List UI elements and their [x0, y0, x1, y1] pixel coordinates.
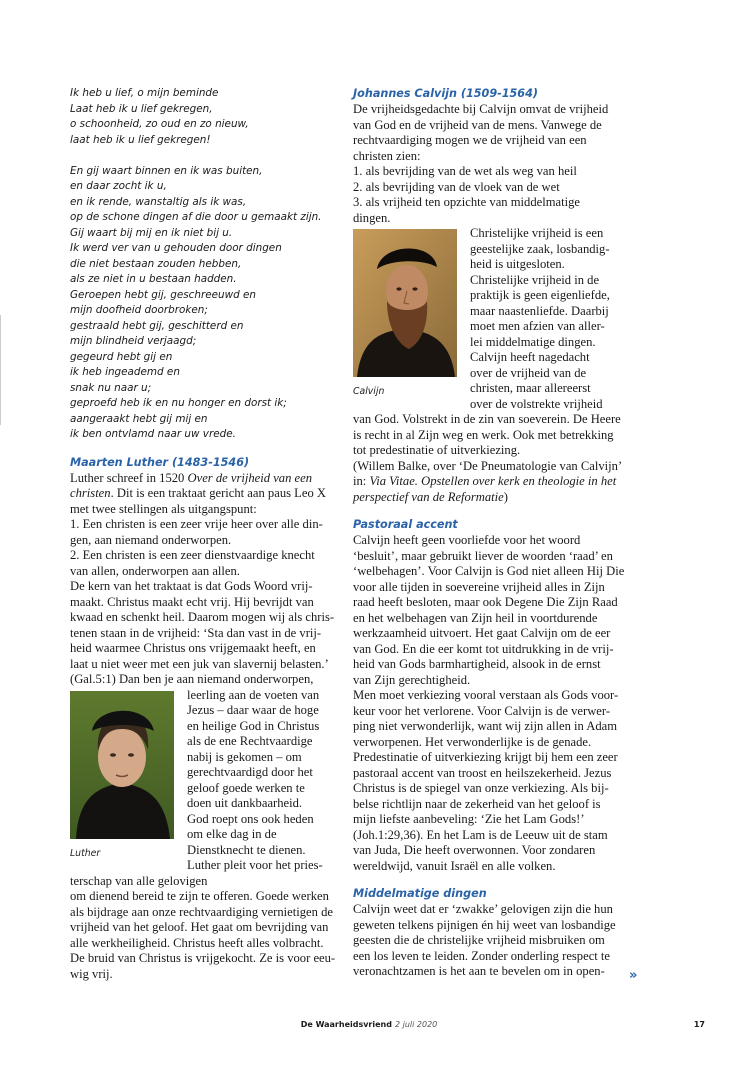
poem-line-s2-16: geproefd heb ik en nu honger en dorst ik; [70, 397, 287, 409]
calvijn-wrap-line-11: christen, maar allereerst [470, 381, 591, 395]
poem-line-s2-12: mijn blindheid verjaagd; [70, 335, 197, 347]
calvijn-source-line-2: in: Via Vitae. Opstellen over kerk en theologie in het [353, 474, 617, 488]
luther-line-8: kwaad en schenkt heil. Daarom mogen wij als chris- [70, 610, 335, 624]
luther-bottom-line-3: vrijheid van het geloof. Het gaat om bevrijding van [70, 920, 329, 934]
luther-wrap-line-1: leerling aan de voeten van [187, 687, 320, 702]
calvijn-source-line-3: perspectief van de Reformatie) [353, 489, 508, 504]
luther-line-9: tenen staan in de vrijheid: ‘Sta dan vast in de vrij- [70, 625, 322, 640]
pastoraal-line-20: (Joh.1:29,36). En het Lam is de Leeuw uit de stam [353, 827, 608, 842]
poem-line-s2-10: mijn doofheid doorbroken; [70, 304, 208, 316]
luther-wrap-line-10: om elke dag in de [187, 827, 277, 841]
pastoraal-line-13: ping niet verwonderlijk, want wij zijn allen in Adam [353, 719, 618, 733]
pastoraal-line-5: raad heeft besloten, maar ook Degene Die Zijn Raad [353, 595, 618, 609]
middelmatig-line-3: geesten die de christelijke vrijheid misbruiken om [353, 933, 605, 947]
luther-wrap-line-8: doen uit dankbaarheid. [187, 796, 303, 810]
middelmatig-line-1: Calvijn weet dat er ‘zwakke’ gelovigen zijn die hun [353, 902, 613, 916]
luther-intro-line-1: Luther schreef in 1520 Over de vrijheid van een [70, 470, 313, 485]
luther-wrap-line-7: geloof goede werken te [187, 780, 305, 795]
luther-bottom-line-4: alle werkheiligheid. Christus heeft alles volbracht. [70, 935, 324, 950]
pastoraal-line-18: belse richtlijn naar de zekerheid van het geloof is [353, 796, 601, 811]
calvijn-wrap-line-1: Christelijke vrijheid is een [470, 226, 604, 240]
calvijn-bottom-line-2: is recht in al Zijn weg en werk. Ook met betrekking [353, 427, 614, 442]
luther-article [70, 470, 336, 983]
magazine-name: De Waarheidsvriend [300, 1020, 392, 1029]
poem [70, 86, 332, 443]
calvijn-line-7: 3. als vrijheid ten opzichte van middelmatige [353, 195, 580, 209]
calvijn-wrap-line-5: praktijk is geen eigenliefde, [470, 288, 610, 302]
luther-wrap-line-12: Luther pleit voor het pries- [187, 858, 323, 872]
luther-line-7: maakt. Christus maakt echt vrij. Hij bevrijdt van [70, 594, 314, 609]
poem-line-s1-3: o schoonheid, zo oud en zo nieuw, [70, 118, 249, 130]
poem-line-s2-9: Geroepen hebt gij, geschreeuwd en [70, 288, 256, 301]
luther-wrap-line-9: God roept ons ook heden [187, 811, 314, 826]
poem-line-s2-6: Ik werd ver van u gehouden door dingen [70, 242, 282, 254]
calvijn-wrap-line-9: Calvijn heeft nagedacht [470, 350, 590, 364]
luther-heading: Maarten Luther (1483-1546) [70, 455, 250, 469]
calvijn-portrait [353, 229, 457, 377]
luther-wrap-line-4: als de ene Rechtvaardige [187, 734, 313, 748]
luther-wrap-line-3: en heilige God in Christus [187, 718, 320, 733]
pastoraal-line-15: Predestinatie of uitverkiezing krijgt bij hem een zeer [353, 750, 618, 764]
poem-line-s2-4: op de schone dingen af die door u gemaakt zijn. [70, 211, 322, 223]
pastoraal-line-3: ‘welbehagen’. Voor Calvijn is God niet alleen Hij Die [353, 564, 625, 578]
poem-line-s1-2: Laat heb ik u lief gekregen, [70, 102, 213, 115]
calvijn-line-8: dingen. [353, 210, 391, 225]
luther-bottom-line-6: wig vrij. [70, 966, 113, 981]
luther-line-10: heid waarmee Christus ons vrijgemaakt heeft, en [70, 641, 316, 655]
middelmatig-line-2: geweten telkens pijnigen én hij weet van losbandige [353, 917, 616, 932]
calvijn-bottom-line-1: van God. Volstrekt in de zin van soeverein. De Heere [353, 412, 621, 426]
pastoraal-article [353, 533, 625, 874]
poem-stanza-1 [70, 86, 332, 148]
pastoraal-line-8: van God. En die eer komt tot uitdrukking in de vrij- [353, 641, 614, 656]
luther-text-bottom [70, 889, 336, 982]
poem-line-s2-15: snak nu naar u; [70, 381, 152, 394]
poem-line-s2-7: die niet bestaan zouden hebben, [70, 257, 242, 270]
calvijn-line-1: De vrijheidsgedachte bij Calvijn omvat de vrijheid [353, 102, 609, 116]
luther-line-3: gen, aan niemand onderworpen. [70, 532, 232, 547]
poem-line-s2-13: gegeurd hebt gij en [70, 350, 173, 363]
luther-wrap-line-5: nabij is gekomen – om [187, 749, 302, 764]
pastoraal-line-19: mijn liefste aanbeveling: ‘Zie het Lam Gods!’ [353, 812, 585, 826]
luther-wrap-line-2: Jezus – daar waar de hoge [187, 703, 319, 717]
luther-text-top [70, 501, 335, 688]
calvijn-wrap-line-3: heid is uitgesloten. [470, 257, 565, 271]
luther-line-2: 1. Een christen is een zeer vrije heer over alle din- [70, 517, 323, 531]
pastoraal-line-7: werkzaamheid uitvoert. Het gaat Calvijn om de eer [353, 626, 611, 640]
middelmatig-heading: Middelmatige dingen [353, 887, 487, 900]
calvijn-wrap-line-12: over de volstrekte vrijheid [470, 396, 603, 411]
luther-portrait [70, 691, 174, 839]
calvijn-wrap-line-2: geestelijke zaak, losbandig- [470, 241, 610, 256]
calvijn-wrap-line-7: moet men afzien van aller- [470, 319, 605, 333]
poem-line-s2-8: als ze niet in u bestaan hadden. [70, 273, 237, 285]
calvijn-wrap-line-4: Christelijke vrijheid in de [470, 272, 600, 287]
pastoraal-line-2: ‘besluit’, maar gebruikt liever de woorden ‘raad’ en [353, 548, 613, 563]
pastoraal-line-14: verworpenen. Het verwonderlijke is de genade. [353, 734, 592, 749]
pastoraal-line-9: heid van Gods barmhartigheid, alsook in de ernst [353, 657, 601, 671]
poem-line-s1-4: laat heb ik u lief gekregen! [70, 133, 211, 146]
luther-caption: Luther [70, 847, 101, 859]
pastoraal-heading: Pastoraal accent [353, 518, 458, 531]
luther-line-5: van allen, onderworpen aan allen. [70, 563, 240, 578]
poem-line-s2-2: en daar zocht ik u, [70, 180, 167, 192]
issue-date: 2 juli 2020 [394, 1020, 438, 1029]
luther-wrap-line-11: Dienstknecht te dienen. [187, 842, 306, 857]
poem-line-s2-5: Gij waart bij mij en ik niet bij u. [70, 226, 233, 239]
margin-mark [0, 315, 1, 425]
luther-bottom-line-1: om dienend bereid te zijn te offeren. Goede werken [70, 889, 329, 903]
pastoraal-line-22: wereldwijd, vanuit Israël en alle volken. [353, 858, 556, 873]
luther-line-4: 2. Een christen is een zeer dienstvaardige knecht [70, 548, 315, 562]
calvijn-wrap-line-6: maar naastenliefde. Daarbij [470, 303, 609, 318]
calvijn-heading: Johannes Calvijn (1509-1564) [353, 87, 538, 100]
left-column [70, 86, 336, 982]
poem-line-s2-17: aangeraakt hebt gij mij en [70, 412, 208, 425]
luther-line-1: met twee stellingen als uitgangspunt: [70, 501, 257, 516]
luther-line-12: (Gal.5:1) Dan ben je aan niemand onderworpen, [70, 672, 314, 686]
calvijn-line-2: van God en de vrijheid van de mens. Vanwege de [353, 117, 602, 132]
poem-line-s1-1: Ik heb u lief, o mijn beminde [70, 87, 219, 99]
poem-stanza-2 [70, 164, 332, 443]
calvijn-text-top [353, 102, 615, 226]
calvijn-wrap-line-8: lei middelmatige dingen. [470, 334, 596, 349]
calvijn-line-4: christen zien: [353, 148, 421, 163]
pastoraal-line-11: Men moet verkiezing vooral verstaan als Gods voor- [353, 688, 619, 702]
calvijn-wrap-line-10: over de vrijheid van de [470, 365, 587, 380]
middelmatig-article [353, 902, 615, 980]
luther-figure [70, 691, 177, 860]
right-column [353, 86, 625, 980]
continue-marker: » [629, 968, 638, 983]
calvijn-source-line-1: (Willem Balke, over ‘De Pneumatologie van Calvijn’ [353, 458, 623, 473]
calvijn-caption: Calvijn [353, 386, 385, 397]
pastoraal-line-10: van Zijn gerechtigheid. [353, 672, 471, 687]
calvijn-line-6: 2. als bevrijding van de vloek van de wet [353, 179, 560, 194]
calvijn-article [353, 102, 623, 505]
calvijn-figure [353, 229, 460, 398]
pastoraal-line-6: en het welbehagen van Zijn heil in voortdurende [353, 610, 598, 625]
poem-line-s2-14: ik heb ingeademd en [70, 366, 180, 378]
pastoraal-line-4: voor alle tijden in soevereine vrijheid alles in Zijn [353, 579, 605, 594]
middelmatig-line-4: een los leven te leiden. Zonder onderling respect te [353, 948, 611, 963]
calvijn-line-3: rechtvaardiging mogen we de vrijheid van een [353, 133, 587, 147]
middelmatig-line-5: veronachtzamen is het aan te bevelen om in open- [353, 964, 605, 978]
pastoraal-line-16: pastoraal accent van troost en heilszekerheid. Jezus [353, 765, 612, 780]
calvijn-text-bottom [353, 412, 621, 459]
calvijn-bottom-line-3: tot predestinatie of uitverkiezing. [353, 443, 521, 457]
luther-bottom-line-5: De bruid van Christus is vrijgekocht. Ze is voor eeu- [70, 951, 336, 965]
luther-intro-line-2: christen. Dit is een traktaat gericht aan paus Leo X [70, 486, 326, 500]
luther-line-6: De kern van het traktaat is dat Gods Woord vrij- [70, 579, 313, 593]
poem-line-s2-18: ik ben ontvlamd naar uw vrede. [70, 428, 236, 440]
pastoraal-line-21: van Juda, Die heeft overwonnen. Voor zondaren [353, 843, 596, 857]
pastoraal-line-17: Christus is de spiegel van onze verkiezing. Als bij- [353, 781, 609, 795]
calvijn-line-5: 1. als bevrijding van de wet als weg van heil [353, 164, 577, 178]
luther-wrap-line-6: gerechtvaardigd door het [187, 765, 313, 779]
page-footer [0, 1020, 738, 1036]
poem-line-s2-11: gestraald hebt gij, geschitterd en [70, 319, 244, 332]
poem-line-s2-1: En gij waart binnen en ik was buiten, [70, 164, 263, 177]
poem-line-s2-3: en ik rende, wanstaltig als ik was, [70, 195, 247, 208]
page-number: 17 [693, 1020, 705, 1029]
luther-line-11: laat u niet weer met een juk van slavernij belasten.’ [70, 656, 329, 671]
luther-bottom-line-2: als bijdrage aan onze rechtvaardiging vernietigen de [70, 904, 333, 919]
pastoraal-line-1: Calvijn heeft geen voorliefde voor het woord [353, 533, 581, 547]
pastoraal-line-12: keur voor het verlorene. Voor Calvijn is de verwer- [353, 703, 611, 718]
luther-wrap-line-13: terschap van alle gelovigen [70, 873, 208, 888]
